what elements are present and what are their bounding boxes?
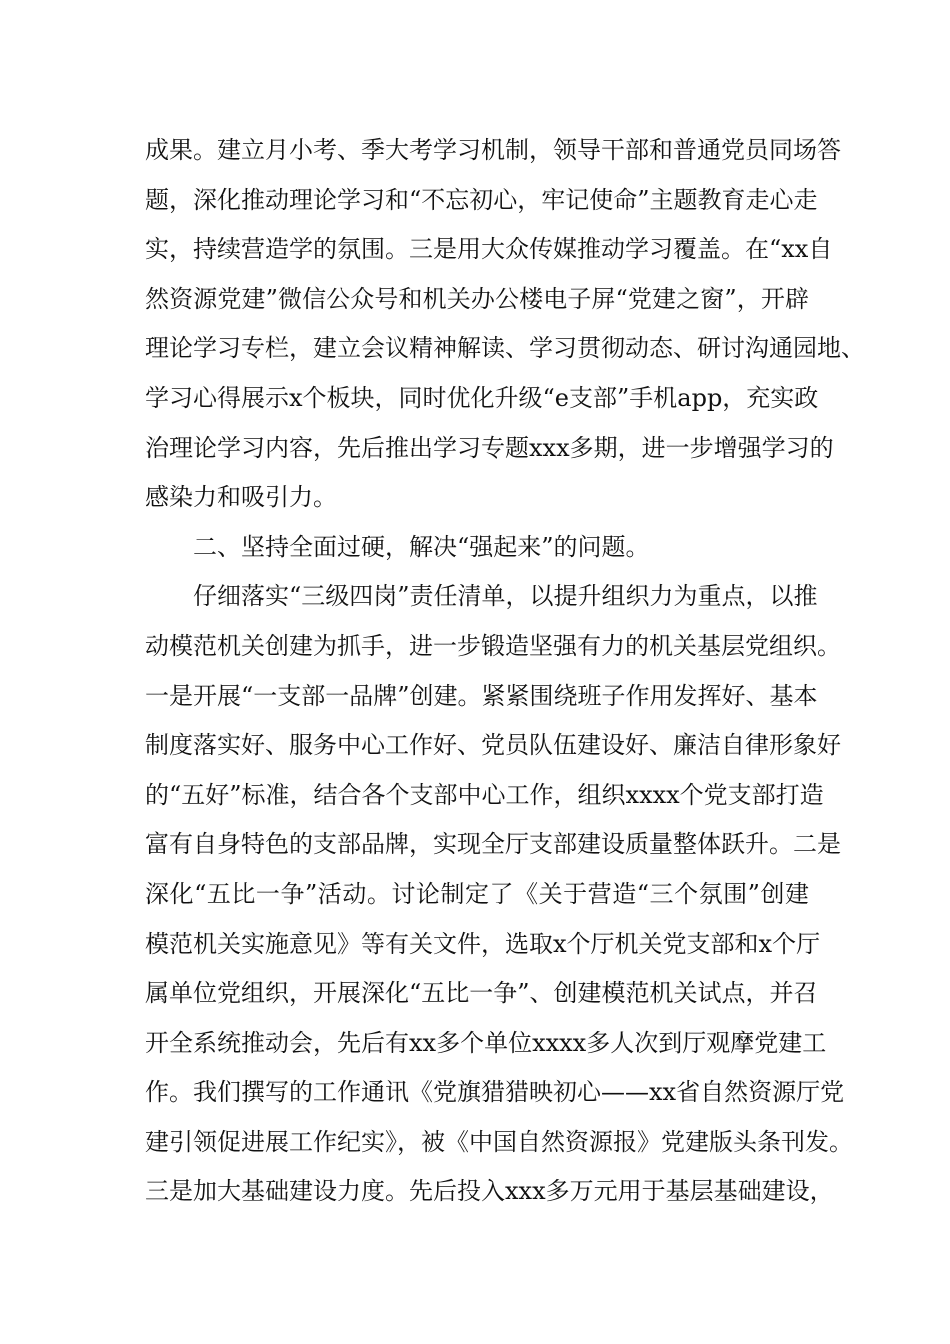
text-line-15: 富有自身特色的支部品牌，实现全厅支部建设质量整体跃升。二是 [145,830,841,859]
text-line-19: 开全系统推动会，先后有xx多个单位xxxx多人次到厅观摩党建工 [145,1028,827,1057]
section-heading: 二、坚持全面过硬，解决“强起来”的问题。 [193,532,650,561]
text-line-3: 实，持续营造学的氛围。三是用大众传媒推动学习覆盖。在“xx自 [145,235,833,264]
text-line-1: 成果。建立月小考、季大考学习机制，领导干部和普通党员同场答 [145,136,841,164]
text-line-10: 仔细落实“三级四岗”责任清单，以提升组织力为重点，以推 [193,582,818,611]
text-line-8: 感染力和吸引力。 [145,483,337,512]
text-line-21: 建引领促进展工作纪实》，被《中国自然资源报》党建版头条刊发。 [145,1127,853,1156]
text-line-16: 深化“五比一争”活动。讨论制定了《关于营造“三个氛围”创建 [145,879,809,908]
text-line-2: 题，深化推动理论学习和“不忘初心，牢记使命”主题教育走心走 [145,185,818,214]
text-line-11: 动模范机关创建为抓手，进一步锻造坚强有力的机关基层党组织。 [145,631,841,660]
text-line-4: 然资源党建”微信公众号和机关办公楼电子屏“党建之窗”，开辟 [145,284,809,313]
text-line-6: 学习心得展示x个板块，同时优化升级“e支部”手机app，充实政 [145,383,819,412]
text-line-22: 三是加大基础建设力度。先后投入xxx多万元用于基层基础建设， [145,1177,834,1206]
text-line-5: 理论学习专栏，建立会议精神解读、学习贯彻动态、研讨沟通园地、 [145,334,865,363]
document-body [145,126,865,1217]
text-line-14: 的“五好”标准，结合各个支部中心工作，组织xxxx个党支部打造 [145,780,824,809]
text-line-17: 模范机关实施意见》等有关文件，选取x个厅机关党支部和x个厅 [145,929,821,958]
text-line-20: 作。我们撰写的工作通讯《党旗猎猎映初心——xx省自然资源厅党 [145,1078,845,1107]
text-line-12: 一是开展“一支部一品牌”创建。紧紧围绕班子作用发挥好、基本 [145,681,818,710]
text-line-7: 治理论学习内容，先后推出学习专题xxx多期，进一步增强学习的 [145,433,834,462]
text-line-18: 属单位党组织，开展深化“五比一争”、创建模范机关试点，并召 [145,979,818,1008]
text-line-13: 制度落实好、服务中心工作好、党员队伍建设好、廉洁自律形象好 [145,731,841,760]
